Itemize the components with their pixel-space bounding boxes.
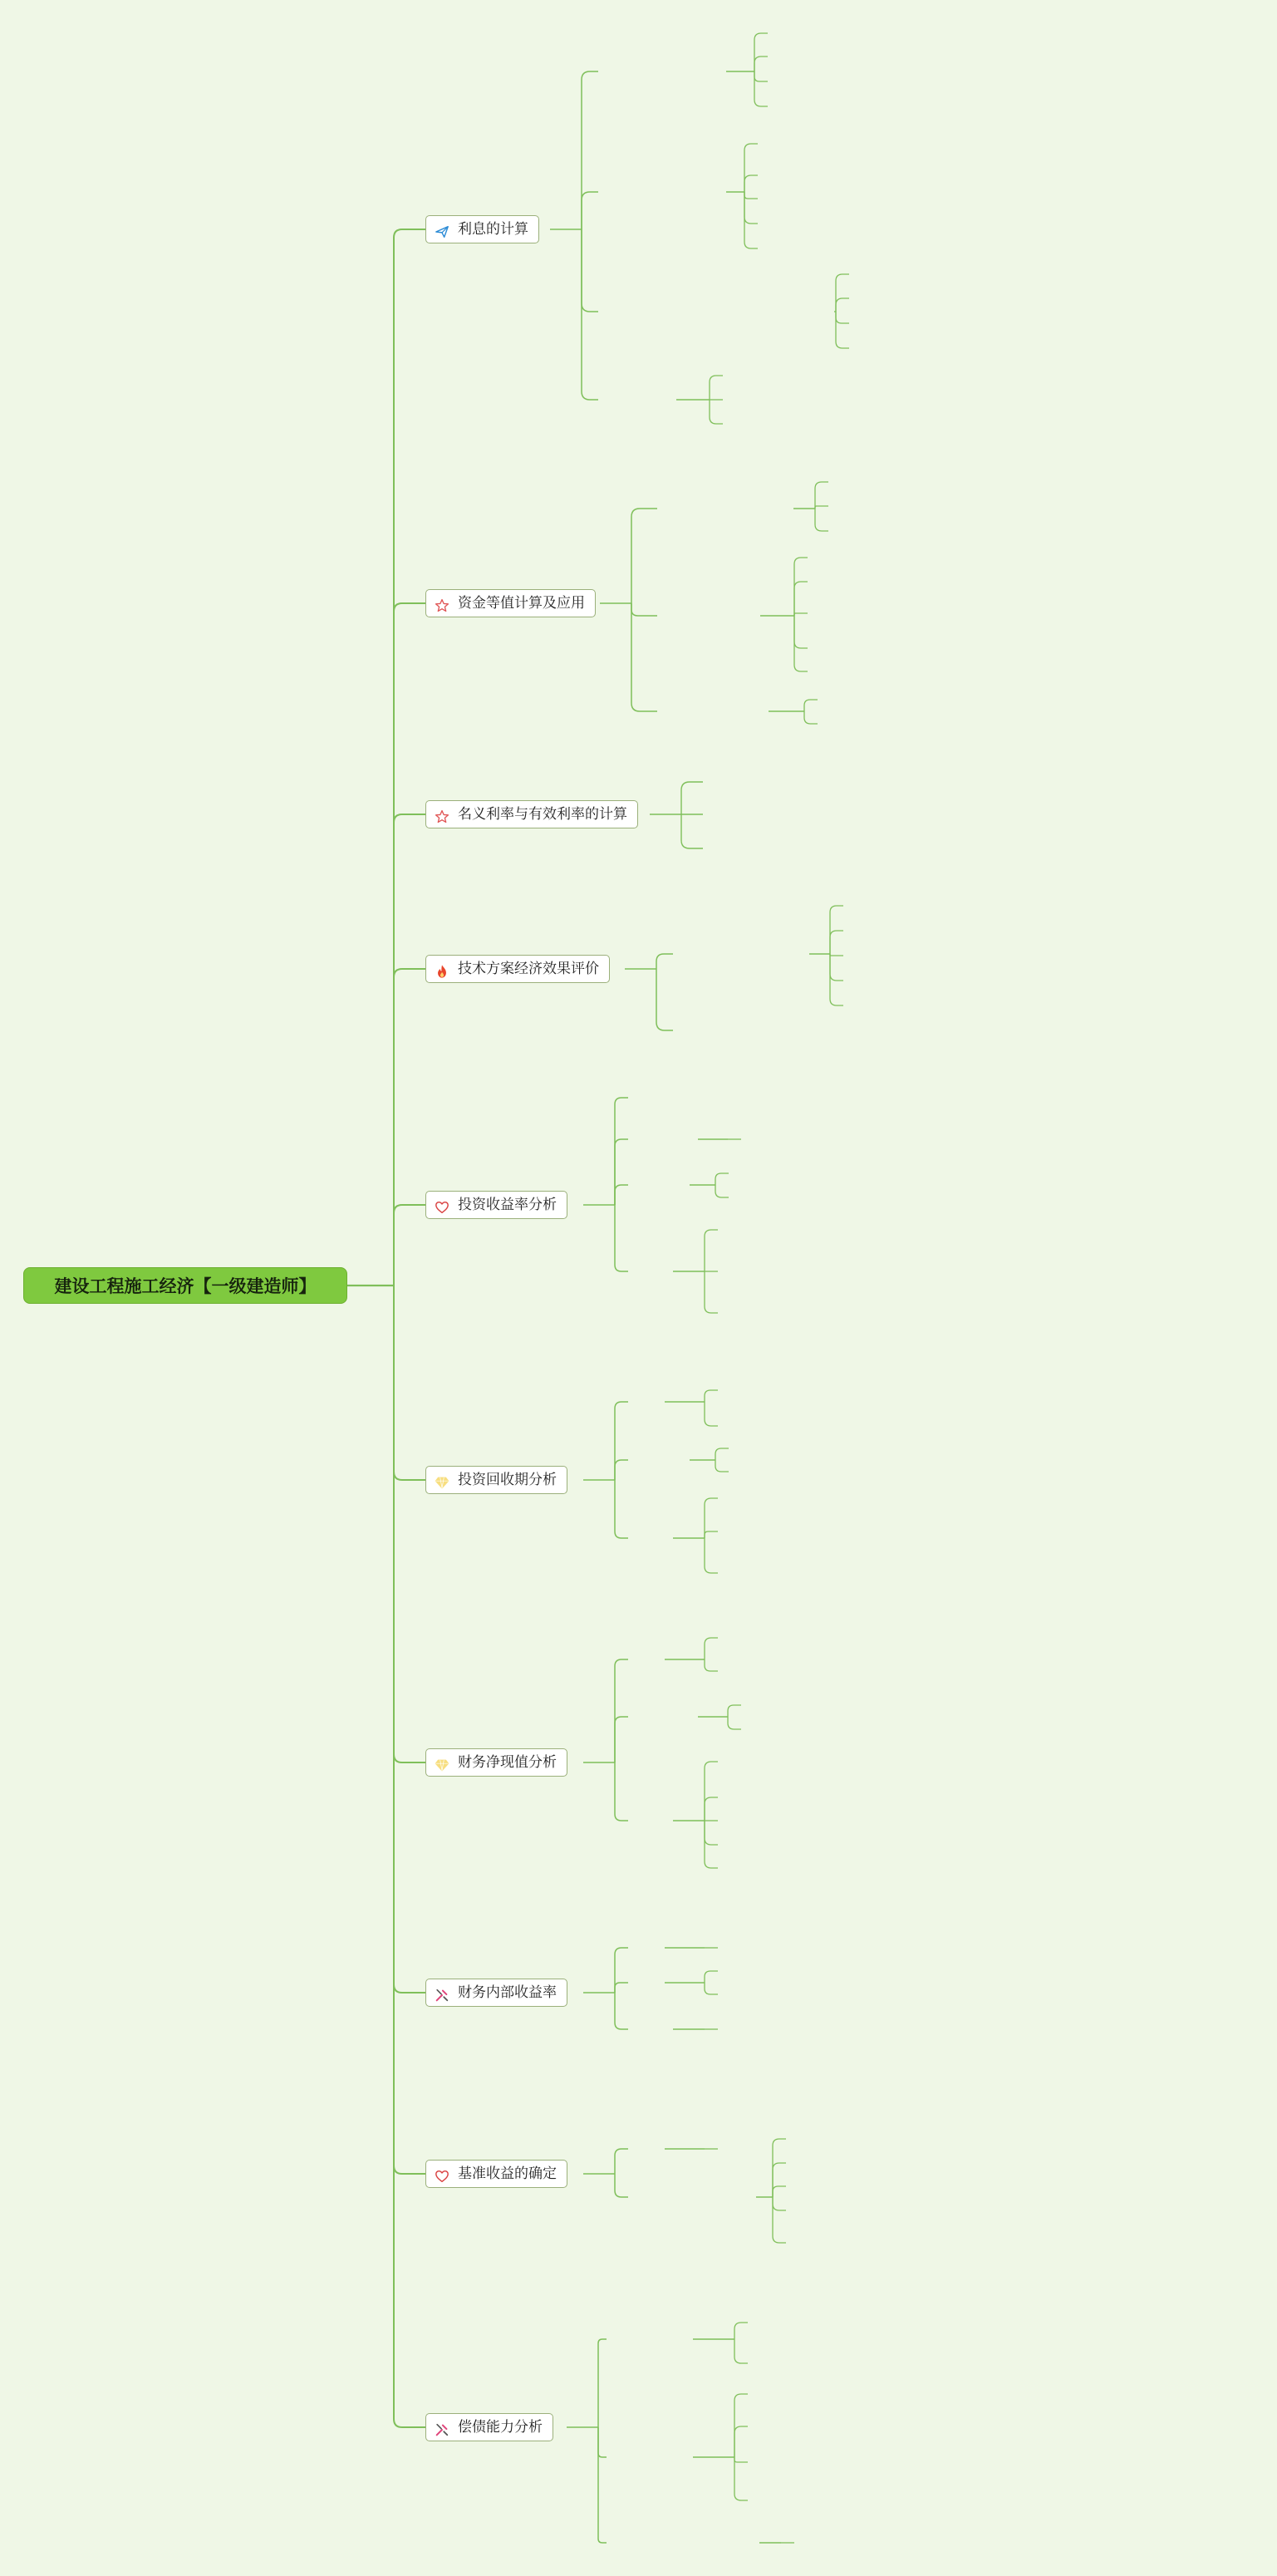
connector-line xyxy=(615,1185,628,1205)
connector-line xyxy=(754,71,768,81)
connector-line xyxy=(773,2139,786,2197)
connector-line xyxy=(705,1271,718,1313)
connector-line xyxy=(394,1205,425,1286)
connector-line xyxy=(830,954,843,956)
heart-outline-icon xyxy=(435,1197,449,1212)
connector-line xyxy=(598,2427,607,2457)
connector-line xyxy=(804,700,818,711)
connector-line xyxy=(394,229,425,1286)
connector-line xyxy=(815,509,828,531)
connector-line xyxy=(754,33,768,71)
connector-line xyxy=(710,400,723,424)
connector-line xyxy=(705,1971,718,1983)
connector-line xyxy=(582,71,598,229)
connector-line xyxy=(734,2323,748,2339)
connector-line xyxy=(830,954,843,981)
tools-icon xyxy=(435,2420,449,2435)
connector-line xyxy=(615,1402,628,1480)
connector-line xyxy=(744,144,758,192)
connector-line xyxy=(394,1286,425,1480)
section-3-node[interactable] xyxy=(425,800,638,828)
connector-line xyxy=(615,1205,628,1271)
connector-line xyxy=(705,1538,718,1573)
connector-line xyxy=(715,1460,729,1472)
connector-line xyxy=(681,814,703,848)
connector-line xyxy=(631,603,657,616)
connector-line xyxy=(705,1659,718,1671)
connector-line xyxy=(754,57,768,71)
star-outline-icon xyxy=(435,807,449,822)
section-5-node[interactable] xyxy=(425,1191,567,1219)
section-8-node[interactable] xyxy=(425,1979,567,2007)
connector-line xyxy=(705,1402,718,1426)
connector-line xyxy=(705,1821,718,1845)
connector-line xyxy=(394,1286,425,1993)
section-title: 财务净现值分析 xyxy=(458,1754,557,1771)
connector-line xyxy=(705,1762,718,1821)
connector-line xyxy=(615,2174,628,2197)
connector-line xyxy=(734,2457,748,2500)
connector-line xyxy=(705,1797,718,1821)
diamond-icon xyxy=(435,1472,449,1487)
connector-line xyxy=(773,2186,786,2197)
section-4-node[interactable] xyxy=(425,955,610,983)
section-10-node[interactable] xyxy=(425,2413,553,2441)
connector-line xyxy=(705,1983,718,1994)
connector-line xyxy=(615,1480,628,1538)
connector-line xyxy=(715,1448,729,1460)
connector-line xyxy=(631,603,657,711)
diamond-icon xyxy=(435,1755,449,1770)
heart-outline-icon xyxy=(435,2166,449,2181)
section-title: 投资回收期分析 xyxy=(458,1472,557,1488)
connector-line xyxy=(794,613,808,616)
connector-line xyxy=(830,931,843,954)
connector-line xyxy=(804,711,818,724)
connector-line xyxy=(794,582,808,616)
connector-line xyxy=(794,558,808,616)
connector-line xyxy=(615,1993,628,2029)
connector-line xyxy=(830,906,843,954)
connector-line xyxy=(394,1286,425,2174)
connector-line xyxy=(615,1098,628,1205)
connector-line xyxy=(598,2339,607,2427)
connector-line xyxy=(710,376,723,400)
connector-line xyxy=(744,192,758,224)
connector-line xyxy=(598,2427,607,2543)
connector-line xyxy=(773,2197,786,2210)
connector-line xyxy=(773,2197,786,2243)
section-9-node[interactable] xyxy=(425,2160,567,2188)
connector-line xyxy=(728,1705,741,1717)
connector-line xyxy=(836,312,849,348)
section-title: 投资收益率分析 xyxy=(458,1197,557,1213)
connector-line xyxy=(734,2394,748,2457)
fire-icon xyxy=(435,961,449,976)
connector-line xyxy=(815,482,828,509)
connector-line xyxy=(815,506,828,509)
connector-line xyxy=(615,1983,628,1993)
connector-line xyxy=(394,1286,425,1762)
paper-plane-icon xyxy=(435,222,449,237)
connector-line xyxy=(615,1659,628,1762)
connector-line xyxy=(705,1390,718,1402)
connector-line xyxy=(615,1460,628,1480)
connector-line xyxy=(836,274,849,312)
connector-line xyxy=(656,969,673,1030)
connector-line xyxy=(394,969,425,1286)
section-6-node[interactable] xyxy=(425,1466,567,1494)
connector-line xyxy=(734,2426,748,2457)
connector-line xyxy=(705,1531,718,1538)
connector-line xyxy=(681,782,703,814)
connector-line xyxy=(615,1762,628,1821)
connector-line xyxy=(615,2149,628,2174)
star-outline-icon xyxy=(435,596,449,611)
connector-line xyxy=(705,1230,718,1271)
connector-line xyxy=(705,1638,718,1659)
connector-line xyxy=(794,616,808,648)
tools-icon xyxy=(435,1985,449,2000)
section-title: 偿债能力分析 xyxy=(458,2419,543,2436)
connector-line xyxy=(836,298,849,312)
connector-line xyxy=(744,175,758,192)
connector-line xyxy=(715,1185,729,1197)
connector-line xyxy=(615,1948,628,1993)
connector-line xyxy=(394,603,425,1286)
connector-line xyxy=(744,192,758,248)
connector-line xyxy=(631,509,657,603)
section-2-node[interactable] xyxy=(425,589,596,617)
connector-line xyxy=(582,192,598,229)
connector-line xyxy=(728,1717,741,1729)
section-title: 技术方案经济效果评价 xyxy=(458,961,599,977)
connector-line xyxy=(582,229,598,400)
connector-line xyxy=(656,954,673,969)
connector-line xyxy=(582,229,598,312)
connector-line xyxy=(836,312,849,323)
connector-line xyxy=(734,2457,748,2462)
section-title: 基准收益的确定 xyxy=(458,2166,557,2182)
connector-line xyxy=(715,1173,729,1185)
section-1-node[interactable] xyxy=(425,215,539,243)
section-title: 名义利率与有效利率的计算 xyxy=(458,806,627,823)
connector-line xyxy=(754,71,768,106)
connector-line xyxy=(744,192,758,199)
connector-line xyxy=(734,2339,748,2363)
connector-line xyxy=(615,1717,628,1762)
section-title: 财务内部收益率 xyxy=(458,1984,557,2001)
section-title: 资金等值计算及应用 xyxy=(458,595,585,612)
section-7-node[interactable] xyxy=(425,1748,567,1777)
connector-line xyxy=(394,814,425,1286)
connector-line xyxy=(794,616,808,671)
root-node[interactable]: 建设工程施工经济【一级建造师】 xyxy=(23,1267,347,1304)
connector-line xyxy=(773,2163,786,2197)
section-title: 利息的计算 xyxy=(458,221,528,238)
connector-line xyxy=(615,1139,628,1205)
connector-line xyxy=(394,1286,425,2427)
